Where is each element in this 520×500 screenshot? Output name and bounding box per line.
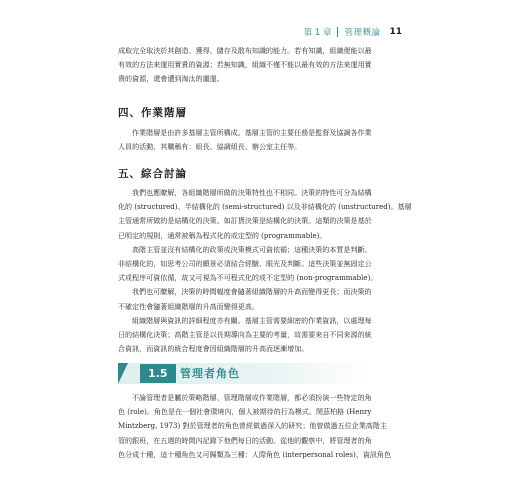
header-divider	[337, 27, 338, 37]
text-line: 組織階層與資訊的詳細程度亦有關。基層主管需要細密的作業資訊，以處理每	[132, 315, 372, 325]
text-line: 管的跟班，在五週的時間內記錄下他們每日的活動。從他的觀察中，將管理者的角	[118, 435, 372, 445]
text-line: 貴的資源，還會遭到淘汰的噩運。	[118, 74, 224, 84]
text-line: 作業階層是由許多基層主管所構成。基層主管的主要任務是監督及協調各作業	[132, 128, 372, 137]
text-line: 日的結構化決策；高階主管是以長期導向為主要的考量，故需要來自不同來源的統	[118, 330, 372, 340]
section-1-5-banner	[118, 363, 370, 384]
text-line: 有效的方法來運用實貴的資源；若無知識，組織不僅不能以最有效的方法來運用實	[118, 60, 372, 70]
text-line: 我們也應瞭解，各組織階層所做的決策特性也不相同。決策的特性可分為結構	[132, 188, 372, 197]
text-line: 已明定的規則，通常被稱為程式化的或定型的 (programmable)。	[118, 230, 327, 240]
text-line: 式或程序可資依循，故又可視為不可程式化的或不定型的 (non-programmable)。	[118, 273, 378, 283]
text-line: 主管通常所做的是結構化的決策。如訂貨決策是結構化的決策。這類的決策是基於	[118, 216, 372, 226]
text-line: 色分成十種，這十種角色又可歸類為三種：人際角色 (interpersonal roles)、資訊角色	[118, 449, 392, 459]
text-line: 成取完全取決於其創造、獲得、儲存及散布知識的能力。若有知識，組織便能以最	[118, 46, 372, 55]
running-header	[304, 26, 402, 38]
intro-paragraph	[118, 44, 406, 87]
section-4	[118, 105, 406, 120]
text-line: 不確定性會隨著組織階層的升高而變得更高。	[118, 301, 259, 311]
section-title: 管理者角色	[180, 367, 240, 380]
section-4-body	[118, 126, 406, 154]
section-5-body	[118, 186, 412, 356]
text-line: 非結構化的，如思考公司的願景必須結合經驗、眼光及判斷。這些決策並無固定公	[118, 259, 372, 269]
page-number: 11	[389, 27, 402, 37]
section-heading: 五、綜合討論	[118, 168, 187, 180]
chapter-title: 管理概論	[344, 28, 381, 38]
text-line: 合資訊，而資訊的統合程度會因組織階層的升高而逐漸增加。	[118, 344, 309, 354]
banner-accent	[118, 363, 128, 384]
text-line: 化的 (structured)、半結構化的 (semi-structured) 以及非結構化的 (unstructured)。基層	[118, 202, 412, 212]
section-number-badge: 1.5	[140, 364, 176, 383]
text-line: 色 (role)。角色是在一個社會環境內，個人被期待的行為模式。閔茲柏格 (Henry	[118, 407, 372, 417]
text-line: 人員的活動，其職稱有：組長、協調組長、辦公室主任等。	[118, 142, 302, 152]
chapter-label: 第 1 章	[303, 28, 332, 38]
text-line: 不論管理者是屬於策略階層、管理階層或作業階層，都必須扮演一些特定的角	[132, 393, 372, 402]
text-line: Mintzberg, 1973) 對於管理者的角色曾經做過深入的研究；他曾做過五位企業高階主	[118, 421, 387, 431]
text-line: 我們也可瞭解，決策的時間幅度會隨著組織階層的升高而變得更長；而決策的	[132, 287, 372, 297]
section-heading: 四、作業階層	[118, 107, 187, 119]
section-1-5-body	[118, 391, 406, 462]
section-5	[118, 166, 406, 181]
text-line: 高階主管並沒有結構化的政策或決策模式可資依循；這種決策的本質是判斷、	[132, 244, 372, 254]
